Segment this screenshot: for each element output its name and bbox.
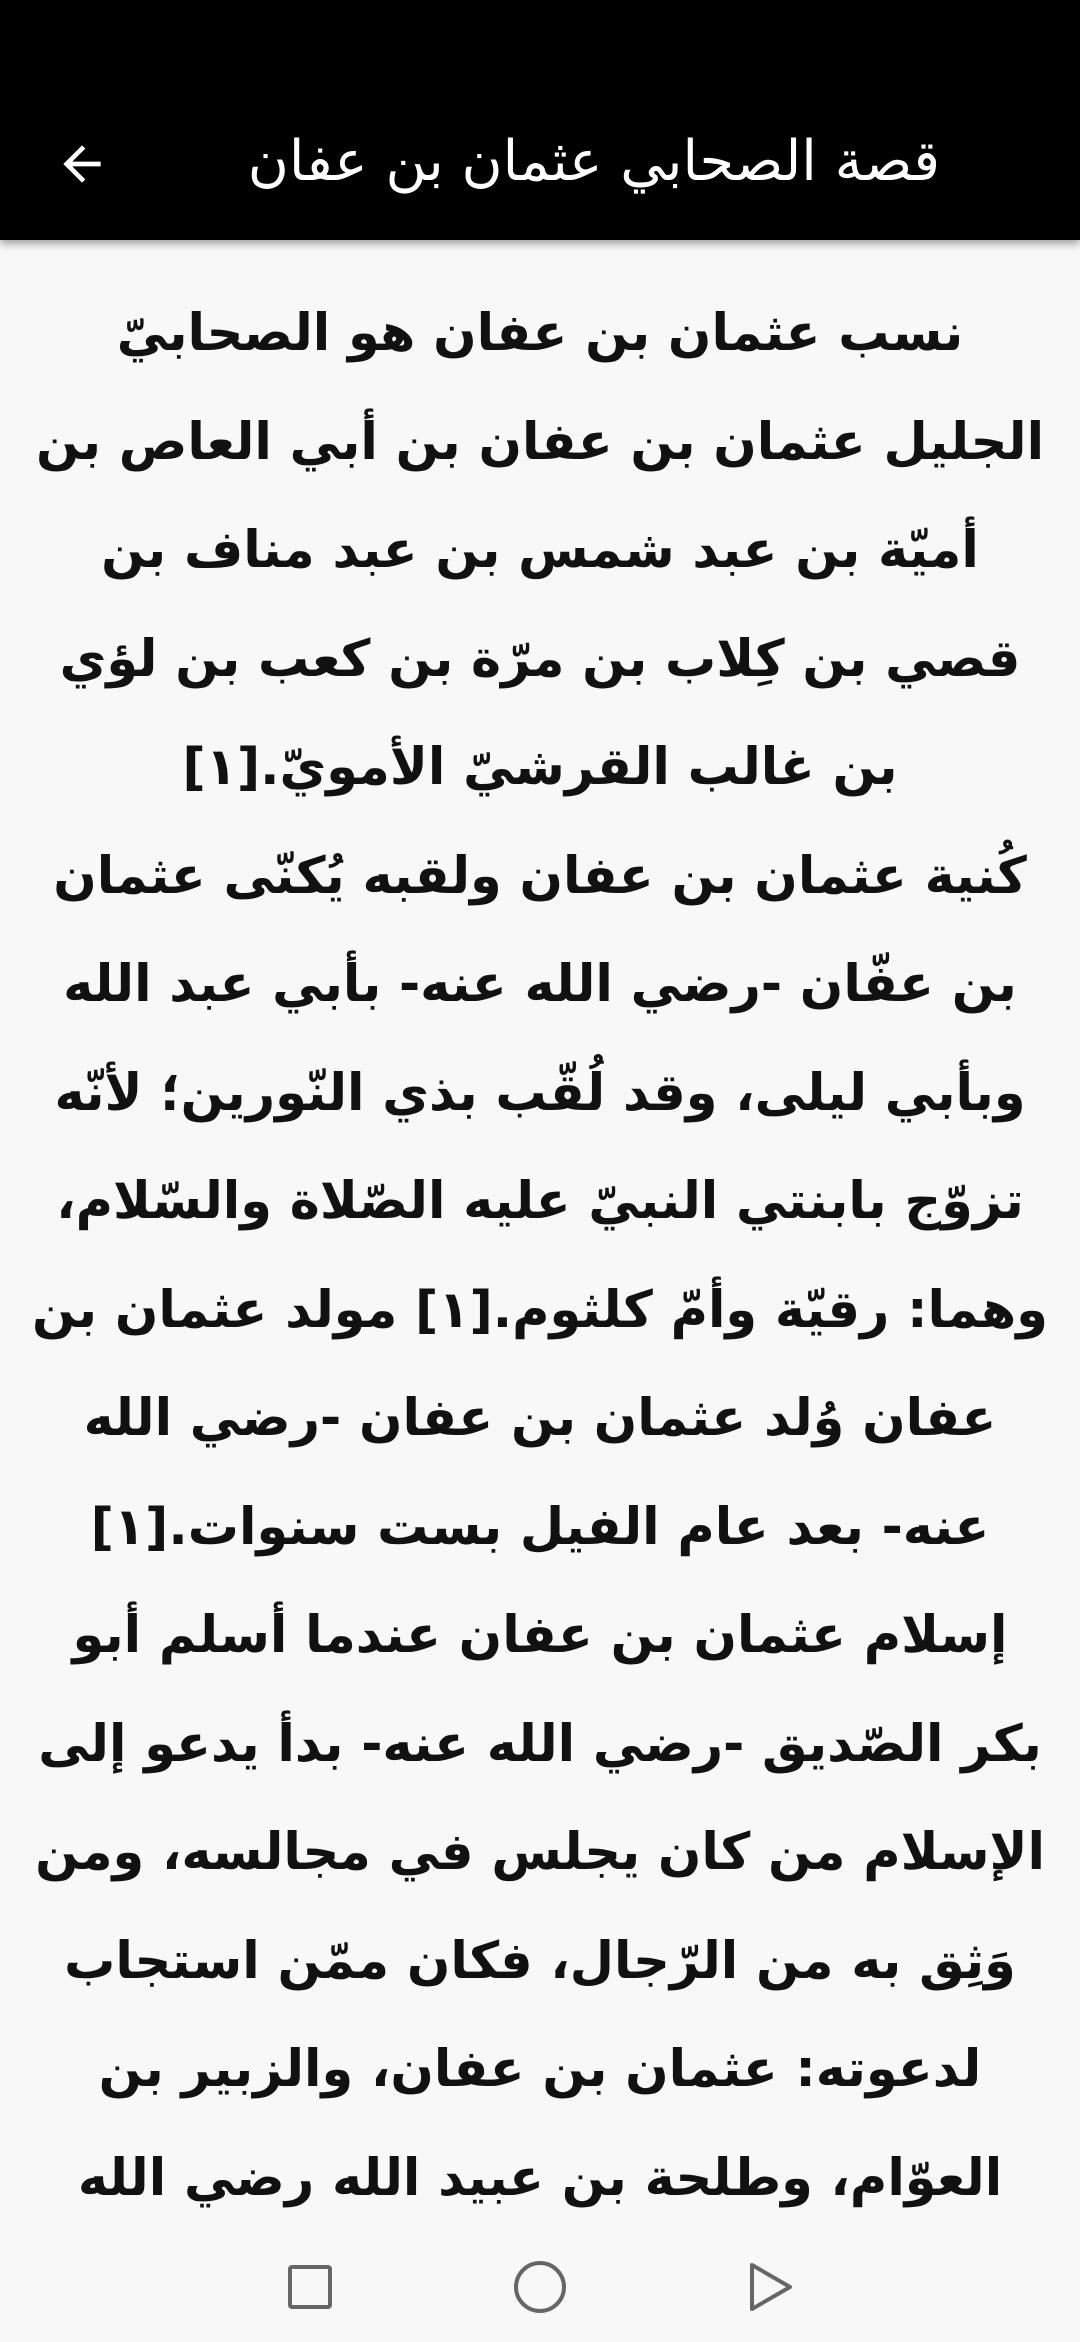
article-scroll-area[interactable] bbox=[0, 240, 1080, 2235]
recents-button[interactable] bbox=[280, 2257, 340, 2317]
triangle-back-icon bbox=[744, 2261, 796, 2313]
circle-home-icon bbox=[512, 2259, 568, 2315]
page-title: قصة الصحابي عثمان بن عفان bbox=[247, 129, 940, 194]
app-bar bbox=[0, 84, 1080, 240]
status-bar bbox=[0, 0, 1080, 84]
arrow-back-icon bbox=[54, 136, 110, 192]
square-recents-icon bbox=[286, 2263, 334, 2311]
article-text: نسب عثمان بن عفان هو الصحابيّ الجليل عثمان بن عفان بن أبي العاص بن أميّة بن عبد شمس بن عبد مناف بن قصي بن كِلاب بن مرّة بن كعب بن لؤي بن غالب القرشيّ الأمويّ.[١] كُنية عثمان بن عفان ولقبه يُكنّى عثمان بن عفّان -رضي الله عنه- بأبي عبد الله وبأبي ليلى، وقد لُقّب بذي النّورين؛ لأنّه تزوّج بابنتي النبيّ عليه الصّلاة والسّلام، وهما: رقيّة وأمّ كلثوم.[١] مولد عثمان بن عفان وُلد عثمان بن عفان -رضي الله عنه- بعد عام الفيل بست سنوات.[١] إسلام عثمان بن عفان عندما أسلم أبو بكر الصّديق -رضي الله عنه- بدأ يدعو إلى الإسلام من كان يجلس في مجالسه، ومن وَثِق به من الرّجال، فكان ممّن استجاب لدعوته: عثمان بن عفان، والزبير بن العوّام، وطلحة بن عبيد الله رضي الله bbox=[32, 304, 1048, 2208]
back-button[interactable] bbox=[40, 122, 124, 206]
system-nav-bar bbox=[0, 2235, 1080, 2340]
home-button[interactable] bbox=[510, 2257, 570, 2317]
nav-back-button[interactable] bbox=[740, 2257, 800, 2317]
